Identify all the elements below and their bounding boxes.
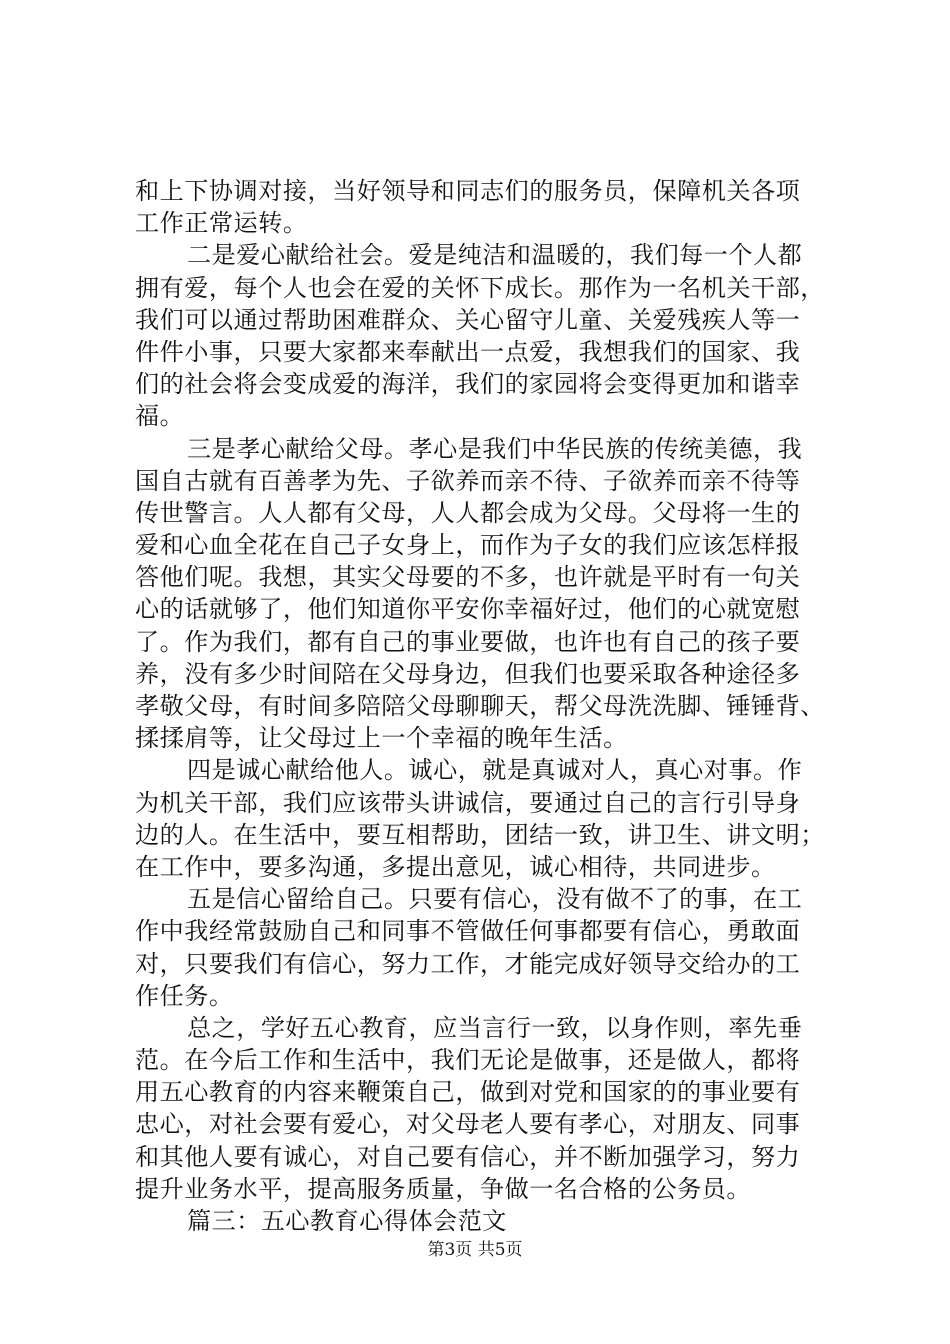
- page-footer: [0, 1239, 950, 1261]
- text-line: 养，没有多少时间陪在父母身边，但我们也要采取各种途径多: [135, 659, 801, 688]
- text-line: 对，只要我们有信心，努力工作，才能完成好领导交给办的工: [135, 949, 801, 978]
- text-line: 边的人。在生活中，要互相帮助，团结一致，讲卫生、讲文明；: [135, 820, 825, 849]
- page-number: 第3页 共5页: [427, 1240, 523, 1260]
- text-line: 件件小事，只要大家都来奉献出一点爱，我想我们的国家、我: [135, 337, 801, 366]
- body-text: [135, 175, 835, 1237]
- text-line: 篇三：五心教育心得体会范文: [187, 1207, 507, 1235]
- text-line: 在工作中，要多沟通，多提出意见，诚心相待，共同进步。: [135, 852, 776, 881]
- text-line: 拥有爱，每个人也会在爱的关怀下成长。那作为一名机关干部，: [135, 273, 825, 302]
- text-line: 三是孝心献给父母。孝心是我们中华民族的传统美德，我: [187, 434, 803, 463]
- text-line: 和其他人要有诚心，对自己要有信心，并不断加强学习，努力: [135, 1142, 801, 1171]
- text-line: 福。: [135, 402, 185, 431]
- text-line: 二是爱心献给社会。爱是纯洁和温暖的，我们每一个人都: [187, 241, 803, 270]
- text-line: 提升业务水平，提高服务质量，争做一名合格的公务员。: [135, 1174, 752, 1203]
- text-line: 们的社会将会变成爱的海洋，我们的家园将会变得更加和谐幸: [135, 370, 801, 399]
- text-line: 我们可以通过帮助困难群众、关心留守儿童、关爱残疾人等一: [135, 305, 801, 334]
- text-line: 孝敬父母，有时间多陪陪父母聊聊天，帮父母洗洗脚、锤锤背、: [135, 692, 825, 720]
- text-line: 工作正常运转。: [135, 209, 308, 238]
- text-line: 忠心，对社会要有爱心，对父母老人要有孝心，对朋友、同事: [135, 1110, 801, 1139]
- text-line: 揉揉肩等，让父母过上一个幸福的晚年生活。: [135, 724, 628, 753]
- text-line: 用五心教育的内容来鞭策自己，做到对党和国家的的事业要有: [135, 1078, 801, 1107]
- text-line: 了。作为我们，都有自己的事业要做，也许也有自己的孩子要: [135, 627, 801, 656]
- text-line: 传世警言。人人都有父母，人人都会成为父母。父母将一生的: [135, 498, 801, 527]
- text-line: 作中我经常鼓励自己和同事不管做任何事都要有信心，勇敢面: [135, 917, 801, 946]
- text-line: 作任务。: [135, 981, 234, 1010]
- text-line: 爱和心血全花在自己子女身上，而作为子女的我们应该怎样报: [135, 531, 801, 560]
- text-line: 答他们呢。我想，其实父母要的不多，也许就是平时有一句关: [135, 563, 801, 592]
- text-line: 为机关干部，我们应该带头讲诚信，要通过自己的言行引导身: [135, 788, 801, 817]
- text-line: 心的话就够了，他们知道你平安你幸福好过，他们的心就宽慰: [135, 595, 801, 624]
- text-line: 四是诚心献给他人。诚心，就是真诚对人，真心对事。作: [187, 756, 803, 785]
- text-line: 五是信心留给自己。只要有信心，没有做不了的事，在工: [187, 885, 803, 914]
- text-line: 和上下协调对接，当好领导和同志们的服务员，保障机关各项: [135, 177, 801, 205]
- text-line: 国自古就有百善孝为先、子欲养而亲不待、子欲养而亲不待等: [135, 466, 801, 495]
- text-line: 范。在今后工作和生活中，我们无论是做事，还是做人，都将: [135, 1046, 801, 1075]
- text-line: 总之，学好五心教育，应当言行一致，以身作则，率先垂: [187, 1013, 803, 1042]
